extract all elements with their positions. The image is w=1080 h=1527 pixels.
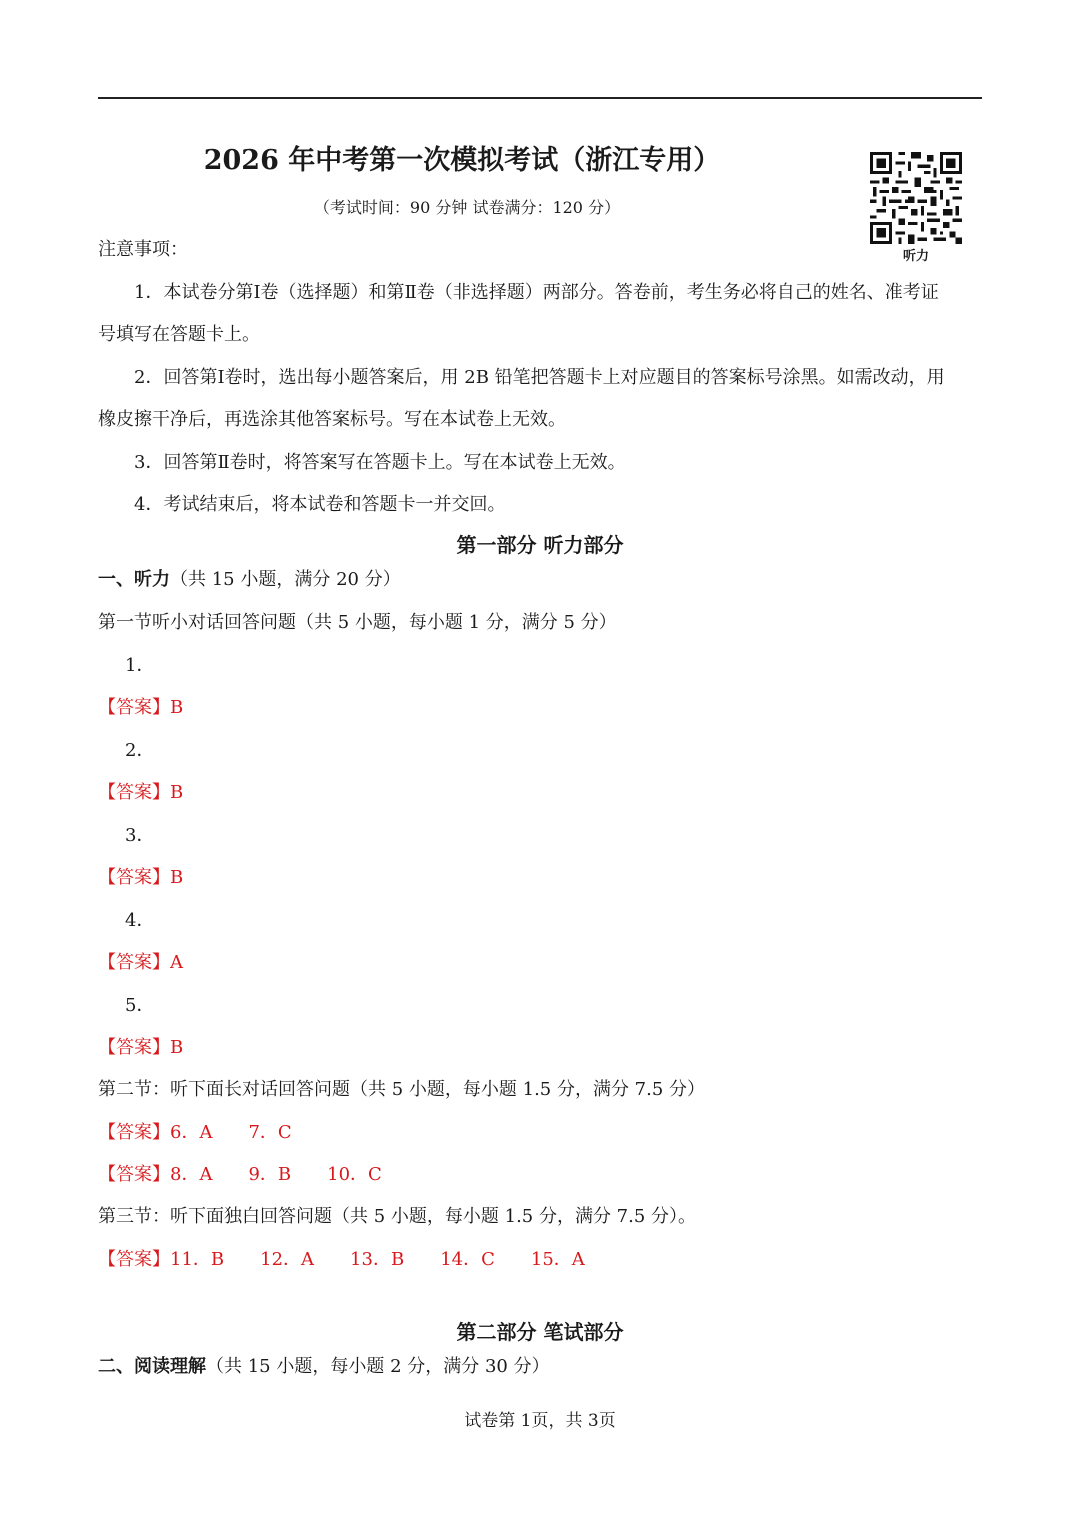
question-number: 2． [125,740,155,761]
answer-value: 8．A [170,1164,213,1185]
answer-tag: 【答案】 [98,1249,170,1270]
notice-item-2-line-2: 橡皮擦干净后，再选涂其他答案标号。写在本试卷上无效。 [98,409,566,430]
notice-item-2-line-1: 2．回答第Ⅰ卷时，选出每小题答案后，用 2B 铅笔把答题卡上对应题目的答案标号涂黑。如需改动，用 [134,367,945,388]
answer-value: B [170,1037,184,1058]
question-number: 3． [125,825,155,846]
answer-value: 6．A [170,1122,213,1143]
answer-value: A [170,952,183,973]
section1-title [98,571,401,589]
answer-tag: 【答案】 [98,782,170,803]
section2-title-label: 二、阅读理解 [98,1356,206,1377]
answer-value: B [170,867,184,888]
answer-value: 14．C [440,1249,495,1270]
answer-line [98,869,183,887]
answer-line [98,784,183,802]
part1-heading: 第一部分 听力部分 [456,533,624,557]
section1-title-label: 一、听力 [98,569,170,590]
answer-value: 11．B [170,1249,225,1270]
answer-value: 13．B [350,1249,405,1270]
subsection1-title: 第一节听小对话回答问题（共 5 小题，每小题 1 分，满分 5 分） [98,612,617,633]
header-rule [98,97,982,99]
qr-label: 听力 [902,249,929,264]
answer-value: B [170,782,184,803]
answer-line [98,1251,585,1269]
question-number: 4． [125,910,155,931]
section2-title [98,1358,550,1376]
answer-line [98,1039,183,1057]
answer-value: B [170,697,184,718]
notice-heading: 注意事项： [98,239,188,260]
question-number: 5． [125,995,155,1016]
answer-tag: 【答案】 [98,1164,170,1185]
answer-value: 15．A [530,1249,585,1270]
section2-title-detail: （共 15 小题，每小题 2 分，满分 30 分） [206,1356,550,1377]
subsection2-title: 第二节：听下面长对话回答问题（共 5 小题，每小题 1.5 分，满分 7.5 分） [98,1079,706,1100]
answer-value: 10．C [327,1164,382,1185]
notice-item-1-line-1: 1．本试卷分第Ⅰ卷（选择题）和第Ⅱ卷（非选择题）两部分。答卷前，考生务必将自己的姓名、准考证 [134,282,939,303]
subsection3-title: 第三节：听下面独白回答问题（共 5 小题，每小题 1.5 分，满分 7.5 分）。 [98,1206,697,1227]
exam-subtitle: （考试时间：90 分钟 试卷满分：120 分） [313,198,621,217]
answer-tag: 【答案】 [98,697,170,718]
notice-item-1-line-2: 号填写在答题卡上。 [98,324,260,345]
section1-title-detail: （共 15 小题，满分 20 分） [170,569,401,590]
question-number: 1． [125,655,155,676]
answer-value: 9．B [248,1164,292,1185]
answer-value: 7．C [248,1122,292,1143]
qr-code-icon [870,152,962,244]
answer-line [98,1166,382,1184]
page-footer: 试卷第 1页，共 3页 [464,1411,616,1431]
answer-line [98,954,183,972]
notice-item-3: 3．回答第Ⅱ卷时，将答案写在答题卡上。写在本试卷上无效。 [134,452,626,473]
answer-tag: 【答案】 [98,1122,170,1143]
part2-heading: 第二部分 笔试部分 [456,1320,624,1344]
answer-value: 12．A [260,1249,315,1270]
answer-tag: 【答案】 [98,1037,170,1058]
answer-line [98,699,183,717]
answer-tag: 【答案】 [98,867,170,888]
notice-item-4: 4．考试结束后，将本试卷和答题卡一并交回。 [134,494,506,515]
answer-tag: 【答案】 [98,952,170,973]
answer-line [98,1124,292,1142]
exam-title: 2026 年中考第一次模拟考试（浙江专用） [203,145,721,176]
